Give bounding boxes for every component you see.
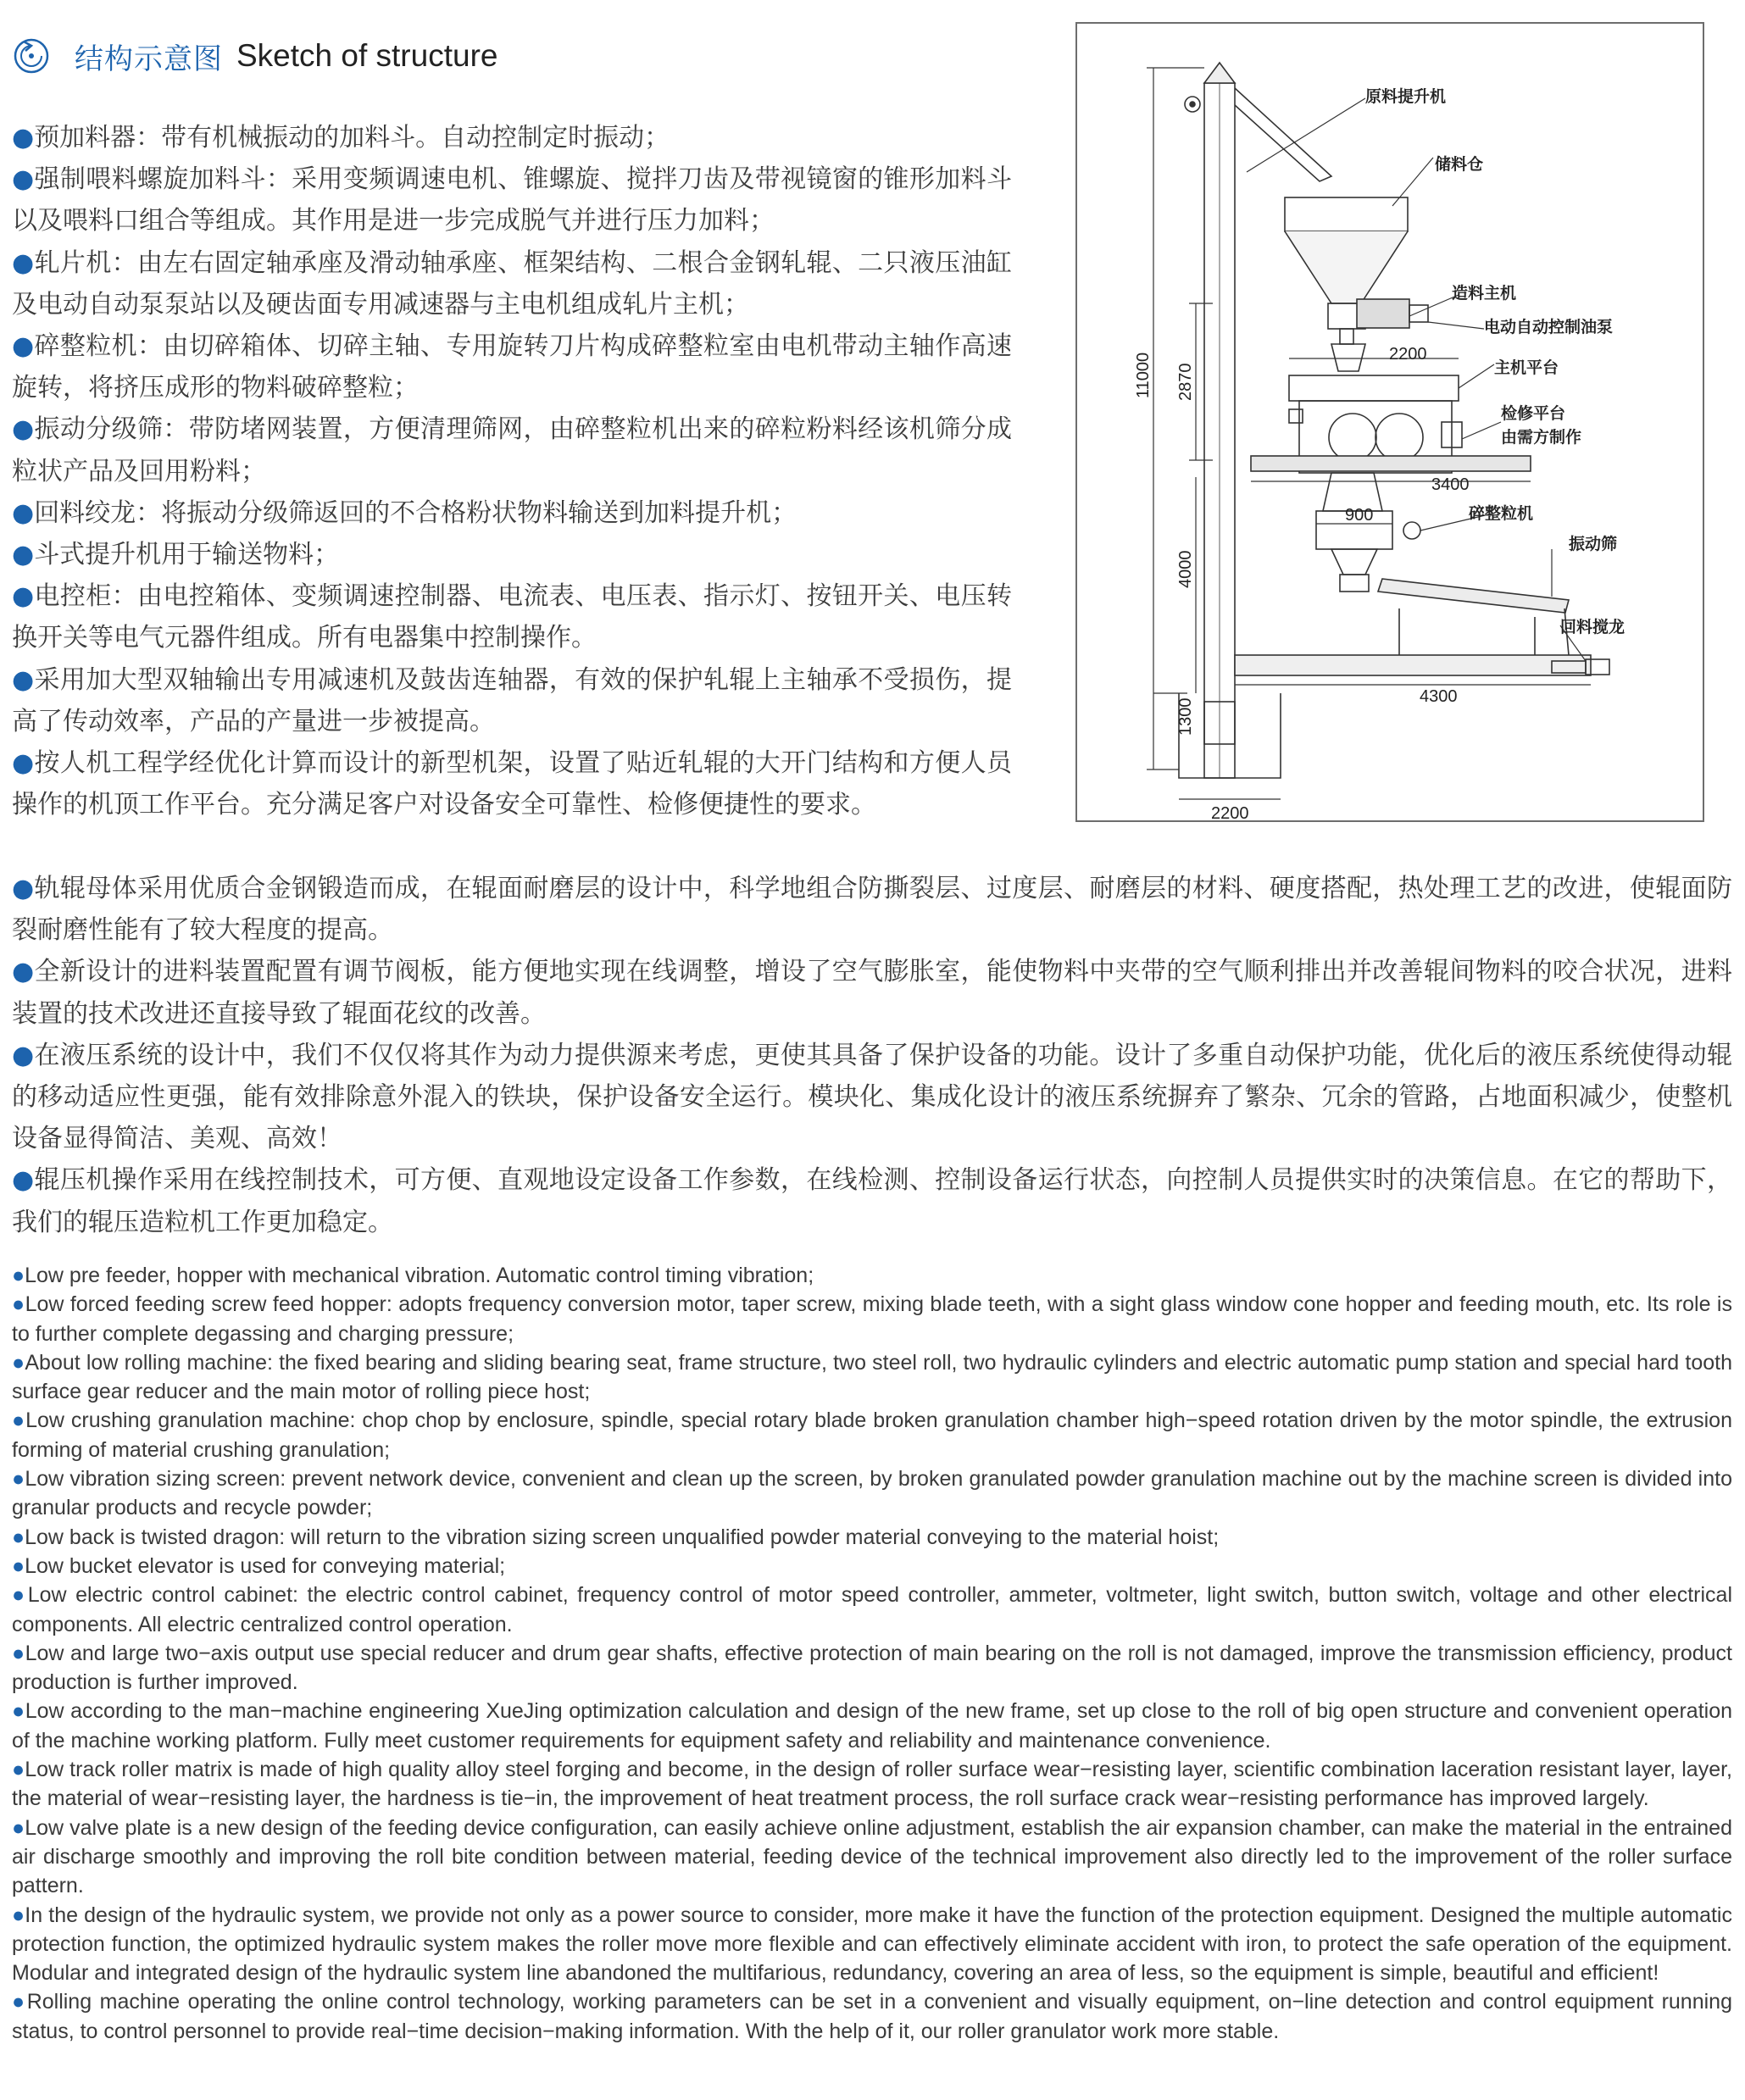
bullet-icon: ● <box>12 1553 25 1578</box>
list-item: ●斗式提升机用于输送物料； <box>12 540 340 570</box>
bullet-icon: ● <box>12 581 35 612</box>
label-main-machine: 造料主机 <box>1452 284 1517 303</box>
label-raw-lift: 原料提升机 <box>1365 87 1447 106</box>
list-item: ●About low rolling machine: the fixed bearing and sliding bearing seat, frame structure, two steel roll, two hydraulic cylinders and electric automatic pump station and special hard tooth surface gear reducer and the main motor of rolling piece host; <box>12 1350 1732 1404</box>
bullet-icon: ● <box>12 414 35 445</box>
dim-base-height: 1300 <box>1176 697 1195 736</box>
service-platform <box>1251 456 1531 471</box>
bullet-icon: ● <box>12 748 35 779</box>
section-title-cn: 结构示意图 <box>75 42 223 76</box>
dim-upper-height: 2870 <box>1176 363 1195 401</box>
bullet-icon: ● <box>12 664 35 695</box>
bullet-icon: ● <box>12 874 35 903</box>
bullet-icon: ● <box>12 1641 25 1665</box>
list-item: ●Low crushing granulation machine: chop chop by enclosure, spindle, special rotary blade broken granulation chamber high−speed rotation driven by the motor spindle, the extrusion forming of material crushing granulation; <box>12 1408 1732 1462</box>
structure-sketch-diagram <box>1075 22 1704 822</box>
bullet-icon: ● <box>12 1264 25 1287</box>
list-item: ●碎整粒机：由切碎箱体、切碎主轴、专用旋转刀片构成碎整粒室由电机带动主轴作高速旋转，将挤压成形的物料破碎整粒； <box>12 331 1012 403</box>
section-title-en: Sketch of structure <box>236 38 498 73</box>
storage-bin <box>1285 197 1408 231</box>
label-main-platform: 主机平台 <box>1494 358 1559 377</box>
dim-total-height: 11000 <box>1134 352 1153 398</box>
bullet-icon: ● <box>12 1903 25 1927</box>
list-item: ●辊压机操作采用在线控制技术，可方便、直观地设定设备工作参数，在线检测、控制设备运行状态，向控制人员提供实时的决策信息。在它的帮助下，我们的辊压造粒机工作更加稳定。 <box>12 1165 1732 1237</box>
bullet-icon: ● <box>12 1990 27 2014</box>
list-item: ●Low bucket elevator is used for conveying material; <box>12 1553 506 1578</box>
list-item: ●全新设计的进料装置配置有调节阀板，能方便地实现在线调整，增设了空气膨胀室，能使物料中夹带的空气顺利排出并改善辊间物料的咬合状况，进料装置的技术改进还直接导致了辊面花纹的改善。 <box>12 957 1732 1029</box>
list-item: ●电控柜：由电控箱体、变频调速控制器、电流表、电压表、指示灯、按钮开关、电压转换开关等电气元器件组成。所有电器集中控制操作。 <box>12 581 1012 653</box>
label-crusher: 碎整粒机 <box>1469 504 1534 523</box>
list-item: ●Low vibration sizing screen: prevent network device, convenient and clean up the screen, by broken granulated powder granulation machine out by the machine screen is divided into granular products and recycle powder; <box>12 1467 1732 1520</box>
label-service-platform-note: 由需方制作 <box>1501 428 1582 447</box>
list-item: ●Low back is twisted dragon: will return to the vibration sizing screen unqualified powder material conveying to the material hoist; <box>12 1525 1220 1549</box>
bullet-icon: ● <box>12 1350 25 1375</box>
bullet-icon: ● <box>12 1699 25 1724</box>
bullet-icon: ● <box>12 1408 26 1433</box>
list-item: ●回料绞龙：将振动分级筛返回的不合格粉状物料输送到加料提升机； <box>12 497 797 528</box>
bullet-icon: ● <box>12 497 35 528</box>
list-item: ●采用加大型双轴输出专用减速机及鼓齿连轴器，有效的保护轧辊上主轴承不受损伤，提高了传动效率，产品的产量进一步被提高。 <box>12 664 1012 736</box>
dim-width-4300: 4300 <box>1420 687 1458 706</box>
bullet-icon: ● <box>12 1165 35 1196</box>
dim-middle-height: 4000 <box>1176 550 1195 588</box>
vibrating-screen <box>1378 579 1569 613</box>
dim-width-2200-base: 2200 <box>1211 804 1249 823</box>
circle-swirl-icon <box>12 36 51 75</box>
list-item: ●Low electric control cabinet: the electric control cabinet, frequency control of motor speed controller, ammeter, voltmeter, light switch, button switch, voltage and other electrical components. All electric centralized control operation. <box>12 1583 1732 1636</box>
dim-width-3400: 3400 <box>1431 475 1470 494</box>
structure-sketch-svg <box>1077 24 1706 824</box>
list-item: ●在液压系统的设计中，我们不仅仅将其作为动力提供源来考虑，更使其具备了保护设备的功能。设计了多重自动保护功能，优化后的液压系统使得动辊的移动适应性更强，能有效排除意外混入的铁块，保护设备安全运行。模块化、集成化设计的液压系统摒弃了繁杂、冗余的管路，占地面积减少，使整机设备显得简洁、美观、高效！ <box>12 1040 1732 1154</box>
list-item: ●Low according to the man−machine engineering XueJing optimization calculation and design of the new frame, set up close to the roll of big open structure and convenient operation of the machine working platform. Fully meet customer requirements for equipment safety and reliability and maintenance convenience. <box>12 1699 1732 1753</box>
list-item: ●振动分级筛：带防堵网装置，方便清理筛网，由碎整粒机出来的碎粒粉料经该机筛分成粒状产品及回用粉料； <box>12 414 1012 486</box>
label-oil-pump: 电动自动控制油泵 <box>1484 318 1614 336</box>
list-item: ●Low valve plate is a new design of the feeding device configuration, can easily achieve online adjustment, establish the air expansion chamber, can make the material in the entrained air discharge smoothly and improving the roll bite condition between material, feeding device of the technical improvement also directly led to the improvement of the roller surface pattern. <box>12 1815 1732 1898</box>
dim-width-2200-top: 2200 <box>1389 345 1427 364</box>
bullet-icon: ● <box>12 1758 25 1782</box>
list-item: ●按人机工程学经优化计算而设计的新型机架，设置了贴近轧辊的大开门结构和方便人员操作的机顶工作平台。充分满足客户对设备安全可靠性、检修便捷性的要求。 <box>12 748 1012 820</box>
bullet-icon: ● <box>12 1815 25 1840</box>
bullet-icon: ● <box>12 540 35 570</box>
list-item: ●轨辊母体采用优质合金钢锻造而成，在辊面耐磨层的设计中，科学地组合防撕裂层、过度层、耐磨层的材料、硬度搭配，热处理工艺的改进，使辊面防裂耐磨性能有了较大程度的提高。 <box>12 874 1732 946</box>
return-auger <box>1235 655 1591 675</box>
list-item: ●Rolling machine operating the online control technology, working parameters can be set in a convenient and visually equipment, on−line detection and control equipment running status, to control personnel to provide real−time decision−making information. With the help of it, our roller granulator work more stable. <box>12 1990 1732 2043</box>
chinese-feature-list <box>12 117 1012 825</box>
main-platform <box>1289 375 1459 401</box>
bullet-icon: ● <box>12 247 35 278</box>
bullet-icon: ● <box>12 1292 25 1317</box>
bullet-icon: ● <box>12 164 35 195</box>
label-service-platform: 检修平台 <box>1501 404 1566 423</box>
bullet-icon: ● <box>12 1583 28 1608</box>
label-vibrating-screen: 振动筛 <box>1569 535 1618 553</box>
list-item: ●Low and large two−axis output use special reducer and drum gear shafts, effective protection of main bearing on the roll is not damaged, improve the transmission efficiency, product production is further improved. <box>12 1641 1732 1695</box>
bullet-icon: ● <box>12 957 35 987</box>
list-item: ●预加料器：带有机械振动的加料斗。自动控制定时振动； <box>12 123 670 153</box>
label-return-auger: 回料搅龙 <box>1560 618 1626 636</box>
label-storage-bin: 储料仓 <box>1435 155 1484 174</box>
bullet-icon: ● <box>12 1467 25 1492</box>
english-feature-list <box>12 1261 1732 2046</box>
bullet-icon: ● <box>12 331 35 362</box>
section-header <box>12 31 497 81</box>
list-item: ●Low track roller matrix is made of high quality alloy steel forging and become, in the design of roller surface wear−resisting layer, scientific combination laceration resistant layer, layer, the material of wear−resisting layer, the hardness is tie−in, the improvement of heat treatment process, the roll surface crack wear−resisting performance has improved largely. <box>12 1758 1732 1811</box>
chinese-full-paragraphs <box>12 868 1732 1243</box>
list-item: ●In the design of the hydraulic system, we provide not only as a power source to consider, more make it have the function of the protection equipment. Designed the multiple automatic protection function, the optimized hydraulic system makes the roller move more flexible and can effectively eliminate accident with iron, to protect the safe operation of the equipment. Modular and integrated design of the hydraulic system line abandoned the multifarious, redundancy, covering an area of less, so the equipment is simple, beautiful and efficient! <box>12 1903 1732 1986</box>
list-item: ●强制喂料螺旋加料斗：采用变频调速电机、锥螺旋、搅拌刀齿及带视镜窗的锥形加料斗以及喂料口组合等组成。其作用是进一步完成脱气并进行压力加料； <box>12 164 1012 236</box>
dim-width-900: 900 <box>1345 506 1374 525</box>
bullet-icon: ● <box>12 123 35 153</box>
bullet-icon: ● <box>12 1525 25 1549</box>
list-item: ●轧片机：由左右固定轴承座及滑动轴承座、框架结构、二根合金钢轧辊、二只液压油缸及电动自动泵泵站以及硬齿面专用减速器与主电机组成轧片主机； <box>12 247 1012 319</box>
list-item: ●Low forced feeding screw feed hopper: adopts frequency conversion motor, taper screw, mixing blade teeth, with a sight glass window cone hopper and feeding mouth, etc. Its role is to further complete degassing and charging pressure; <box>12 1292 1732 1346</box>
list-item: ●Low pre feeder, hopper with mechanical vibration. Automatic control timing vibration; <box>12 1264 814 1287</box>
bullet-icon: ● <box>12 1040 35 1070</box>
